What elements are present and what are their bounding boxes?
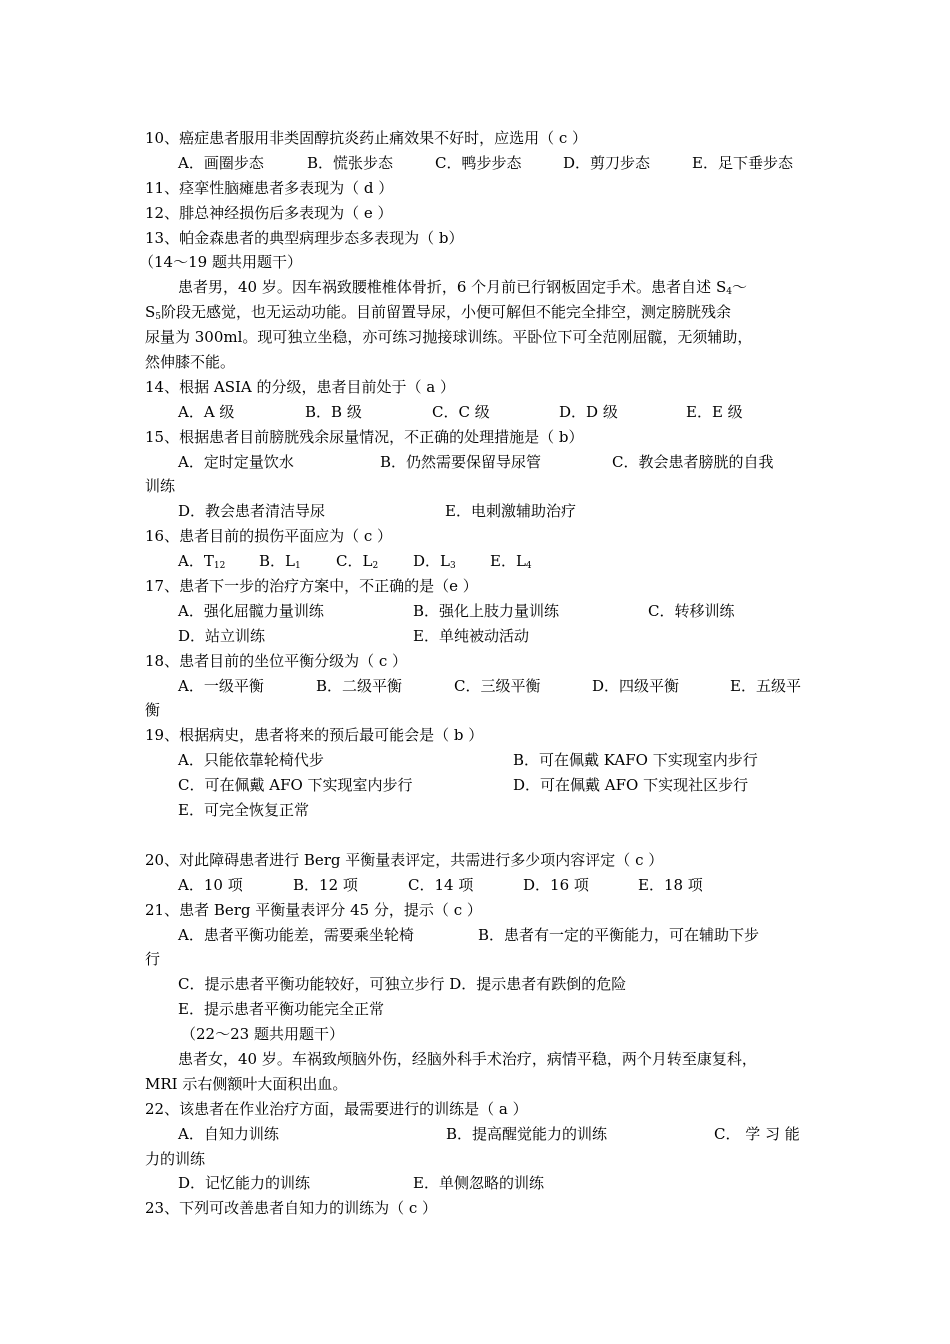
question-13: 13、帕金森患者的典型病理步态多表现为（ b） [145,228,464,247]
question-19-stem: 19、根据病史，患者将来的预后最可能会是（ b ） [145,726,484,745]
option-d: D．四级平衡 [592,676,680,695]
option-b: B．仍然需要保留导尿管 [380,452,542,471]
question-20-stem: 20、对此障碍患者进行 Berg 平衡量表评定，共需进行多少项内容评定（ c ） [145,850,664,869]
question-21-option-e: E．提示患者平衡功能完全正常 [178,1000,384,1019]
option-a: A．患者平衡功能差，需要乘坐轮椅 [178,925,414,944]
option-b: B．$L_1$ [259,552,301,572]
question-14-stem: 14、根据 ASIA 的分级，患者目前处于（ a ） [145,377,455,396]
case-1-line-4: 然伸膝不能。 [145,353,236,372]
option-e: E．单纯被动活动 [413,626,529,645]
option-a: A．强化屈髋力量训练 [178,601,324,620]
option-e: E．E 级 [686,402,743,421]
option-a: A．一级平衡 [178,676,264,695]
question-23: 23、下列可改善患者自知力的训练为（ c ） [145,1199,438,1218]
question-18-options [145,674,815,699]
question-22-option-c-continued: 力的训练 [145,1149,206,1168]
question-21-options-c-d: C．提示患者平衡功能较好，可独立步行 D．提示患者有跌倒的危险 [178,975,627,994]
option-e: E．可完全恢复正常 [178,801,309,820]
option-a: A．A 级 [178,402,235,421]
question-19-options-row-2 [145,773,815,798]
option-d: D．D 级 [559,402,618,421]
option-d: D．16 项 [523,875,589,894]
option-c: C． 学 习 能 [714,1124,800,1143]
option-c: C．教会患者膀胱的自我 [612,452,774,471]
question-21-stem: 21、患者 Berg 平衡量表评分 45 分，提示（ c ） [145,900,482,919]
question-18-option-e-continued: 衡 [145,701,161,720]
option-c: C．三级平衡 [454,676,541,695]
case-2-line-2: MRI 示右侧额叶大面积出血。 [145,1074,348,1093]
question-15-option-c-continued: 训练 [145,477,176,496]
question-18-stem: 18、患者目前的坐位平衡分级为（ c ） [145,651,408,670]
option-d: D．教会患者清洁导尿 [178,502,326,521]
option-b: B．12 项 [293,875,358,894]
question-19-options-row-3 [145,798,815,823]
question-14-options [145,400,815,425]
question-15-options-row-1 [145,450,815,475]
question-21-option-b-continued: 行 [145,950,161,969]
case-1-line-1: 患者男，40 岁。因车祸致腰椎椎体骨折，6 个月前已行钢板固定手术。患者自述 $S_4\sim$ [178,278,747,298]
option-c: C．转移训练 [648,601,735,620]
option-e: E．单侧忽略的训练 [413,1174,544,1193]
option-e: E．足下垂步态 [692,153,793,172]
group-heading-14-19: （14～19 题共用题干） [139,253,302,272]
option-e: E．五级平 [730,676,801,695]
option-b: B．可在佩戴 KAFO 下实现室内步行 [513,751,758,770]
option-c: C．14 项 [408,875,474,894]
option-d: D．$L_3$ [413,552,456,572]
question-15-stem: 15、根据患者目前膀胱残余尿量情况，不正确的处理措施是（ b） [145,427,584,446]
option-a: A．定时定量饮水 [178,452,294,471]
option-c: C．$L_2$ [336,552,379,572]
option-b: B．提高醒觉能力的训练 [446,1124,608,1143]
document-page [139,126,815,1221]
option-b: B．二级平衡 [316,676,403,695]
question-22-stem: 22、该患者在作业治疗方面，最需要进行的训练是（ a ） [145,1099,528,1118]
option-a: A．只能依靠轮椅代步 [178,751,324,770]
option-a: A．10 项 [178,875,243,894]
case-1-line-2: $S_5$阶段无感觉，也无运动功能。目前留置导尿，小便可解但不能完全排空，测定膀胱残余 [145,303,732,323]
option-b: B．B 级 [305,402,362,421]
question-10-stem: 10、癌症患者服用非类固醇抗炎药止痛效果不好时，应选用（ c ） [145,129,588,147]
group-heading-22-23: （22～23 题共用题干） [181,1025,344,1044]
option-c: C．鸭步步态 [435,153,522,172]
question-22-options-row-2 [145,1171,815,1196]
option-a: A．自知力训练 [178,1124,279,1143]
question-19-options-row-1 [145,748,815,773]
option-a: A．$T_{12}$ [178,552,226,572]
option-b: B．慌张步态 [307,153,394,172]
option-c: C．可在佩戴 AFO 下实现室内步行 [178,776,413,795]
option-d: D．剪刀步态 [563,153,651,172]
option-c: C．C 级 [432,402,490,421]
option-e: E．$L_4$ [490,552,532,572]
question-16-options [145,549,815,574]
question-11: 11、痉挛性脑瘫患者多表现为（ d ） [145,178,394,197]
question-12: 12、腓总神经损伤后多表现为（ e ） [145,203,393,222]
option-b: B．患者有一定的平衡能力，可在辅助下步 [478,925,760,944]
question-22-options-row-1 [145,1122,815,1147]
case-1-line-3: 尿量为 300ml。现可独立坐稳，亦可练习抛接球训练。平卧位下可全范刚屈髋，无须辅助， [145,328,753,347]
option-e: E．电刺激辅助治疗 [445,502,576,521]
blank-line [145,823,815,848]
question-17-options-row-1 [145,599,815,624]
option-e: E．18 项 [638,875,703,894]
question-10-options [145,151,815,176]
question-20-options [145,873,815,898]
option-b: B．强化上肢力量训练 [413,601,560,620]
option-d: D．站立训练 [178,626,266,645]
question-21-options-row-1 [145,923,815,948]
option-a: A．画圈步态 [178,153,264,172]
question-15-options-row-2 [145,499,815,524]
question-17-stem: 17、患者下一步的治疗方案中，不正确的是（e ） [145,577,478,596]
option-d: D．可在佩戴 AFO 下实现社区步行 [513,776,749,795]
question-17-options-row-2 [145,624,815,649]
option-d: D．记忆能力的训练 [178,1174,311,1193]
question-16-stem: 16、患者目前的损伤平面应为（ c ） [145,527,393,546]
case-2-line-1: 患者女，40 岁。车祸致颅脑外伤，经脑外科手术治疗，病情平稳，两个月转至康复科， [178,1049,757,1068]
